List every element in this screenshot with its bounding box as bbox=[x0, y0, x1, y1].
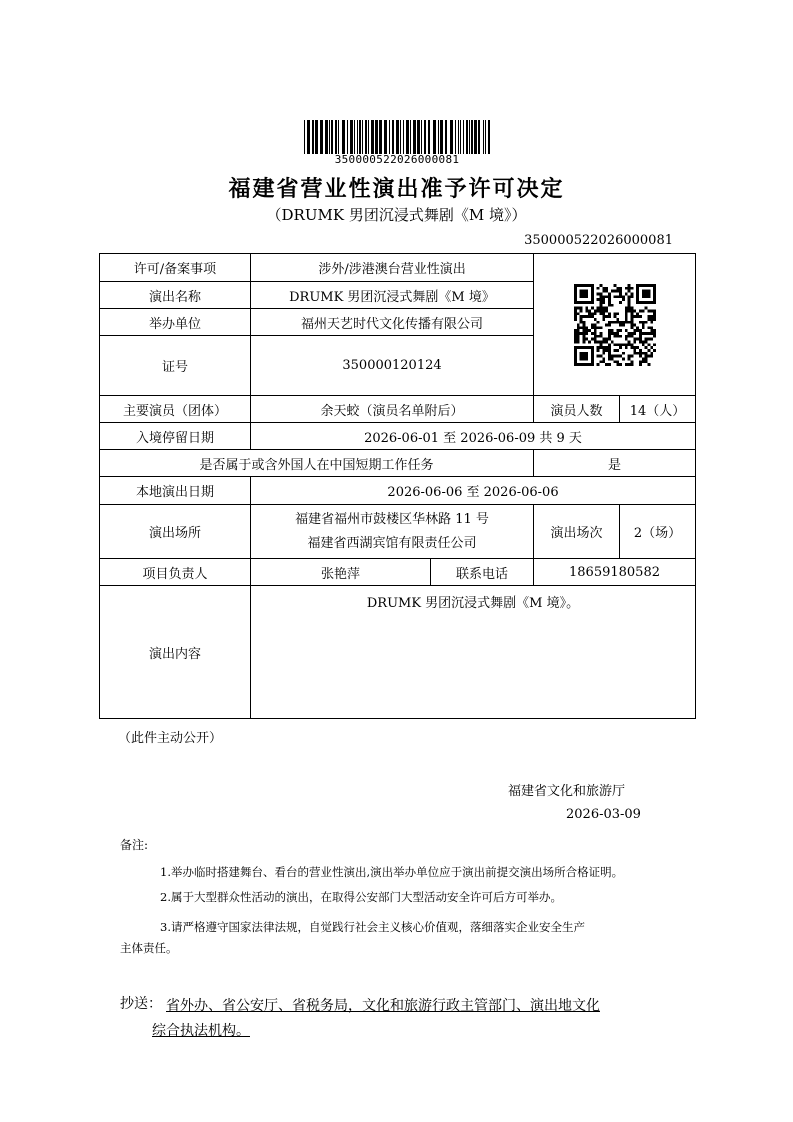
table-row bbox=[100, 586, 696, 719]
document-number: 350000522026000081 bbox=[524, 233, 673, 248]
sessions-label: 演出场次 bbox=[534, 505, 620, 559]
main-performers-value: 余天蛟（演员名单附后） bbox=[251, 396, 534, 423]
note-item-3-continued: 主体责任。 bbox=[120, 941, 178, 955]
license-type-value: 涉外/涉港澳台营业性演出 bbox=[251, 254, 534, 282]
public-note: （此件主动公开） bbox=[118, 731, 223, 746]
local-dates-label: 本地演出日期 bbox=[100, 477, 251, 505]
license-table bbox=[99, 253, 696, 719]
venue-value bbox=[251, 505, 534, 559]
certificate-label: 证号 bbox=[100, 336, 251, 396]
qr-code bbox=[574, 284, 656, 366]
stay-value: 2026-06-01 至 2026-06-09 共 9 天 bbox=[251, 423, 696, 450]
barcode-number: 350000522026000081 bbox=[334, 153, 460, 166]
phone-value: 18659180582 bbox=[534, 559, 696, 586]
page-title: 福建省营业性演出准予许可决定 bbox=[228, 176, 565, 202]
sessions-value: 2（场） bbox=[620, 505, 696, 559]
table-row bbox=[100, 505, 696, 559]
venue-address: 福建省福州市鼓楼区华林路 11 号 bbox=[295, 511, 489, 527]
content-value: DRUMK 男团沉浸式舞剧《M 境》。 bbox=[251, 586, 696, 719]
cc-recipients-continued: 综合执法机构。 bbox=[152, 1023, 250, 1039]
performer-count-value: 14（人） bbox=[620, 396, 696, 423]
qr-cell bbox=[534, 254, 696, 396]
table-row bbox=[100, 423, 696, 450]
note-item-1: 1.举办临时搭建舞台、看台的营业性演出,演出举办单位应于演出前提交演出场所合格证明。 bbox=[160, 865, 624, 879]
table-row bbox=[100, 254, 696, 282]
content-label: 演出内容 bbox=[100, 586, 251, 719]
cc-recipients: 省外办、省公安厅、省税务局，文化和旅游行政主管部门、演出地文化 bbox=[166, 998, 600, 1014]
organizer-value: 福州天艺时代文化传播有限公司 bbox=[251, 309, 534, 336]
certificate-value: 350000120124 bbox=[251, 336, 534, 396]
table-row bbox=[100, 477, 696, 505]
cc-label: 抄送： bbox=[120, 996, 162, 1012]
show-name-value: DRUMK 男团沉浸式舞剧《M 境》 bbox=[251, 282, 534, 309]
stay-label: 入境停留日期 bbox=[100, 423, 251, 450]
issuer: 福建省文化和旅游厅 bbox=[508, 784, 626, 799]
issue-date: 2026-03-09 bbox=[566, 807, 641, 822]
show-name-label: 演出名称 bbox=[100, 282, 251, 309]
note-item-2: 2.属于大型群众性活动的演出，在取得公安部门大型活动安全许可后方可举办。 bbox=[160, 890, 562, 904]
venue-label: 演出场所 bbox=[100, 505, 251, 559]
organizer-label: 举办单位 bbox=[100, 309, 251, 336]
venue-name: 福建省西湖宾馆有限责任公司 bbox=[307, 535, 477, 551]
license-type-label: 许可/备案事项 bbox=[100, 254, 251, 282]
note-item-3: 3.请严格遵守国家法律法规，自觉践行社会主义核心价值观，落细落实企业安全生产 bbox=[160, 920, 585, 934]
table-row bbox=[100, 559, 696, 586]
short-work-answer: 是 bbox=[534, 450, 696, 477]
short-work-question: 是否属于或含外国人在中国短期工作任务 bbox=[100, 450, 534, 477]
table-row bbox=[100, 450, 696, 477]
barcode bbox=[304, 120, 490, 154]
local-dates-value: 2026-06-06 至 2026-06-06 bbox=[251, 477, 696, 505]
manager-value: 张艳萍 bbox=[251, 559, 431, 586]
performer-count-label: 演员人数 bbox=[534, 396, 620, 423]
page-subtitle: （DRUMK 男团沉浸式舞剧《M 境》） bbox=[266, 206, 527, 224]
phone-label: 联系电话 bbox=[431, 559, 534, 586]
notes-title: 备注: bbox=[120, 838, 149, 852]
table-row bbox=[100, 396, 696, 423]
manager-label: 项目负责人 bbox=[100, 559, 251, 586]
main-performers-label: 主要演员（团体） bbox=[100, 396, 251, 423]
